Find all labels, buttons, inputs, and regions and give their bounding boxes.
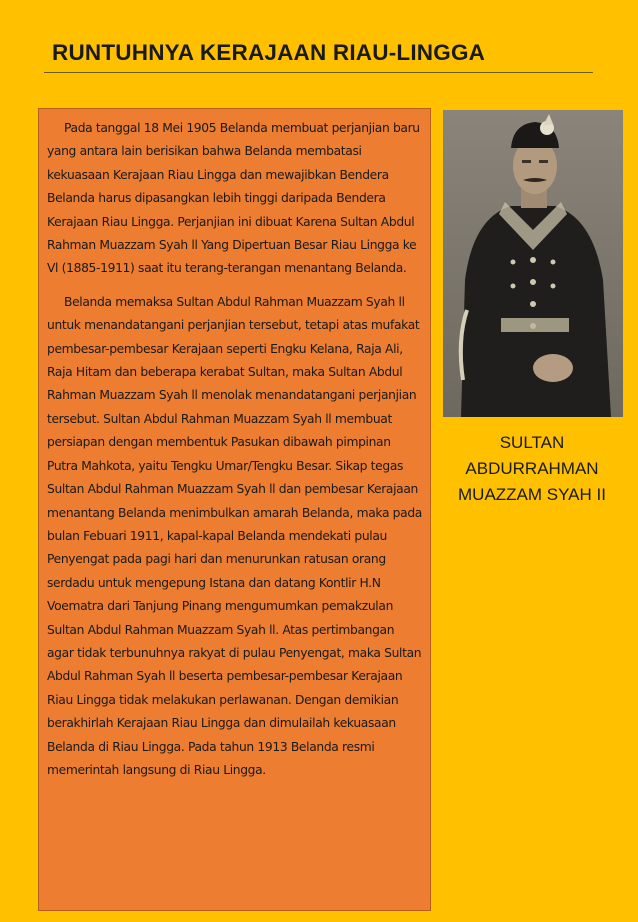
caption-line-3: MUAZZAM SYAH II — [458, 485, 606, 504]
portrait-caption — [446, 430, 618, 508]
caption-line-2: ABDURRAHMAN — [465, 459, 599, 478]
portrait-photo-icon — [443, 110, 623, 417]
sultan-portrait-photo — [443, 110, 623, 417]
title-underline — [44, 72, 593, 73]
paragraph-2: Belanda memaksa Sultan Abdul Rahman Muazzam Syah ll untuk menandatangani perjanjian tersebut, tetapi atas mufakat pembesar-pembesar Kerajaan seperti Engku Kelana, Raja Ali, Raja Hitam dan beberapa kerabat Sultan, maka Sultan Abdul Rahman Muazzam Syah ll menolak menandatangani perjanjian tersebut. Sultan Abdul Rahman Muazzam Syah ll membuat persiapan dengan membentuk Pasukan dibawah pimpinan Putra Mahkota, yaitu Tengku Umar/Tengku Besar. Sikap tegas Sultan Abdul Rahman Muazzam Syah ll dan pembesar Kerajaan menantang Belanda menimbulkan amarah Belanda, maka pada bulan Febuari 1911, kapal-kapal Belanda mendekati pulau Penyengat pada pagi hari dan menurunkan ratusan orang serdadu untuk mengepung Istana dan datang Kontlir H.N Voematra dari Tanjung Pinang mengumumkan pemakzulan Sultan Abdul Rahman Muazzam Syah ll. Atas pertimbangan agar tidak terbunuhnya rakyat di pulau Penyengat, maka Sultan Abdul Rahman Syah ll beserta pembesar-pembesar Kerajaan Riau Lingga tidak melakukan perlawanan. Dengan demikian berakhirlah Kerajaan Riau Lingga dan dimulailah kekuasaan Belanda di Riau Lingga. Pada tahun 1913 Belanda resmi memerintah langsung di Riau Lingga. — [47, 294, 422, 777]
page-title: RUNTUHNYA KERAJAAN RIAU-LINGGA — [52, 40, 486, 65]
caption-line-1: SULTAN — [499, 433, 565, 452]
text-box — [38, 108, 431, 911]
paragraph-1: Pada tanggal 18 Mei 1905 Belanda membuat perjanjian baru yang antara lain berisikan bahwa Belanda membatasi kekuasaan Kerajaan Riau Lingga dan mewajibkan Bendera Belanda harus dipasangkan lebih tinggi daripada Bendera Kerajaan Riau Lingga. Perjanjian ini dibuat Karena Sultan Abdul Rahman Muazzam Syah ll Yang Dipertuan Besar Riau Lingga ke Vl (1885-1911) saat itu terang-terangan menantang Belanda. — [47, 121, 420, 276]
